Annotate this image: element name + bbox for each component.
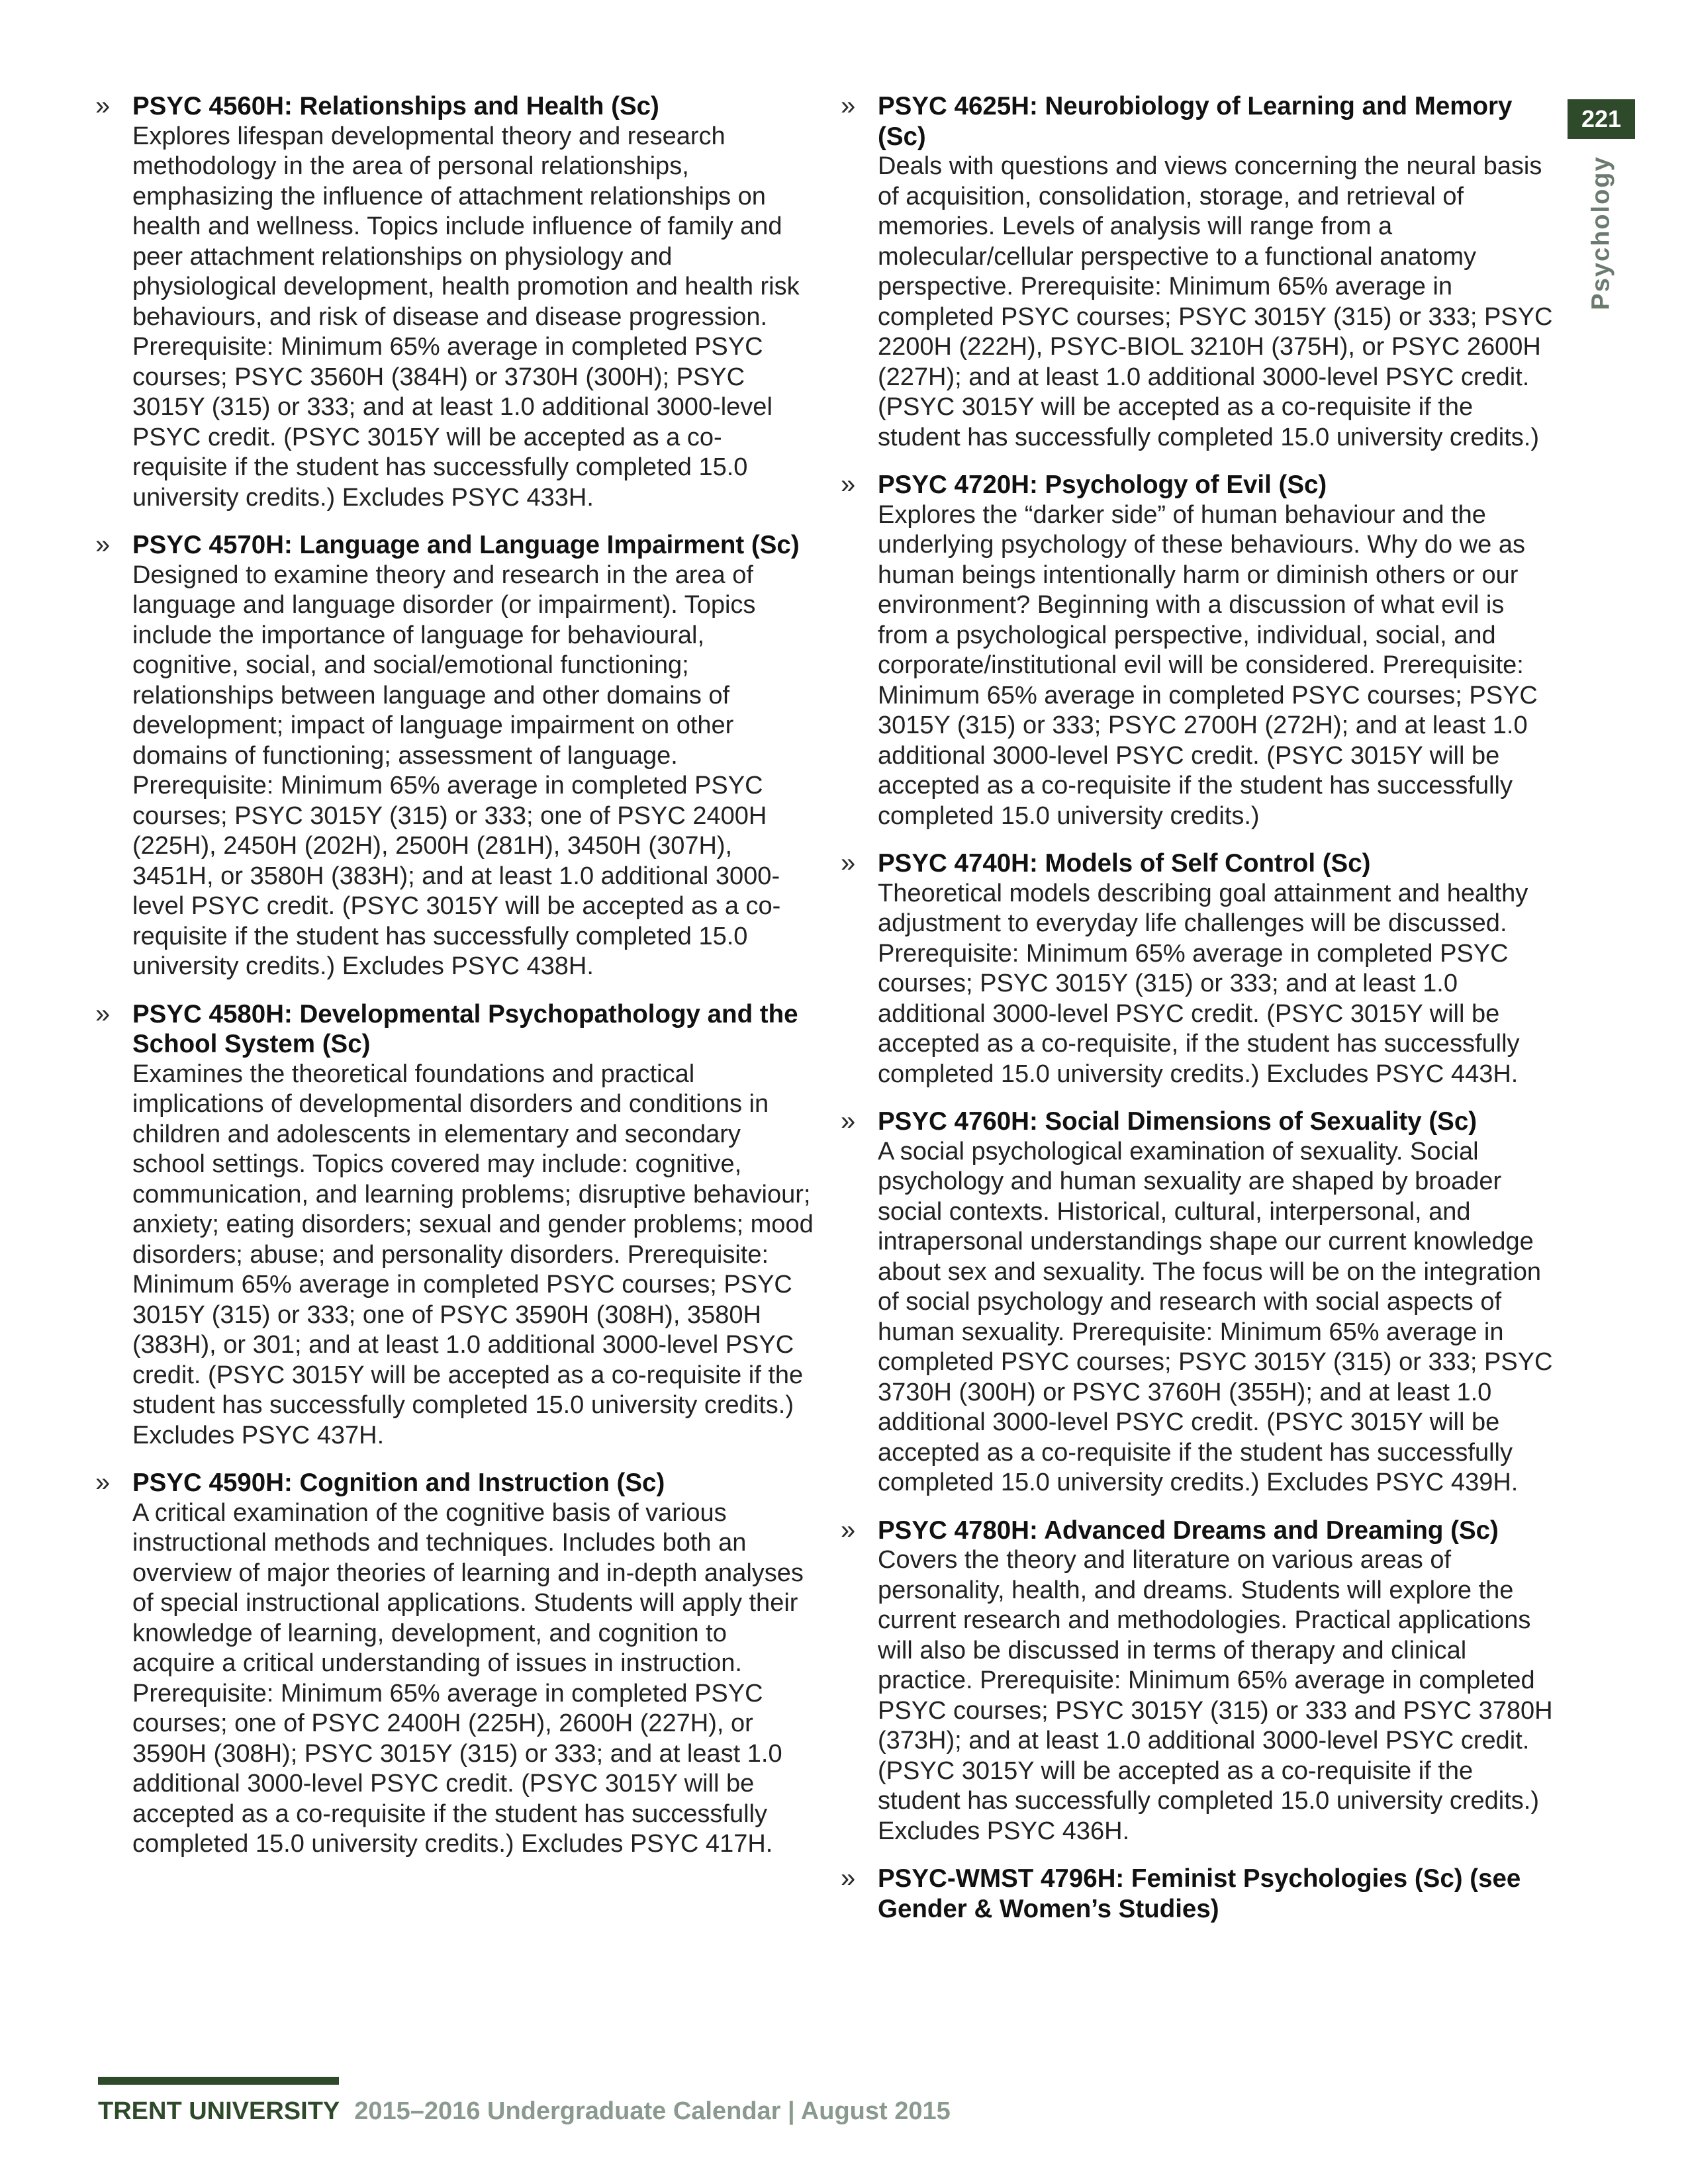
course-title: PSYC 4560H: Relationships and Health (Sc) [132,92,659,120]
bullet-icon: » [95,530,111,559]
course-description: A social psychological examination of sexuality. Social psychology and human sexuality are shaped by broader social contexts. Historical, cultural, interpersonal, and intrapersonal understandings shape our current knowledge about sex and sexuality. The focus will be on the integration of social psychology and research with social aspects of human sexuality. Prerequisite: Minimum 65% average in completed PSYC courses; PSYC 3015Y (315) or 333; PSYC 3730H (300H) or PSYC 3760H (355H); and at least 1.0 additional 3000-level PSYC credit. (PSYC 3015Y will be accepted as a co-requisite if the student has successfully completed 15.0 university credits.) Excludes PSYC 439H. [878,1137,1553,1496]
course-description: Theoretical models describing goal attainment and healthy adjustment to everyday life challenges will be discussed. Prerequisite: Minimum 65% average in completed PSYC courses; PSYC 3015Y (315) or 333; and at least 1.0 additional 3000-level PSYC credit. (PSYC 3015Y will be accepted as a co-requisite, if the student has successfully completed 15.0 university credits.) Excludes PSYC 443H. [878,879,1528,1088]
bullet-icon: » [95,999,111,1028]
right-column [841,91,1559,1941]
course-description: Examines the theoretical foundations and practical implications of developmental disorders and conditions in children and adolescents in elementary and secondary school settings. Topics covered may include: cognitive, communication, and learning problems; disruptive behaviour; anxiety; eating disorders; sexual and gender problems; mood disorders; abuse; and personality disorders. Prerequisite: Minimum 65% average in completed PSYC courses; PSYC 3015Y (315) or 333; one of PSYC 3590H (308H), 3580H (383H), or 301; and at least 1.0 additional 3000-level PSYC credit. (PSYC 3015Y will be accepted as a co-requisite if the student has successfully completed 15.0 university credits.) Excludes PSYC 437H. [132,1060,814,1449]
course-description: Deals with questions and views concerning the neural basis of acquisition, consolidation, storage, and retrieval of memories. Levels of analysis will range from a molecular/cellular perspective to a functional anatomy perspective. Prerequisite: Minimum 65% average in completed PSYC courses; PSYC 3015Y (315) or 333; PSYC 2200H (222H), PSYC-BIOL 3210H (375H), or PSYC 2600H (227H); and at least 1.0 additional 3000-level PSYC credit. (PSYC 3015Y will be accepted as a co-requisite if the student has successfully completed 15.0 university credits.) [878,152,1553,451]
bullet-icon: » [841,1515,856,1545]
course-entry [841,1516,1559,1847]
bullet-icon: » [841,91,856,120]
course-description: Explores lifespan developmental theory and research methodology in the area of personal relationships, emphasizing the influence of attachment relationships on health and wellness. Topics include influence of family and peer attachment relationships on physiology and physiological development, health promotion and health risk behaviours, and risk of disease and disease progression. Prerequisite: Minimum 65% average in completed PSYC courses; PSYC 3560H (384H) or 3730H (300H); PSYC 3015Y (315) or 333; and at least 1.0 additional 3000-level PSYC credit. (PSYC 3015Y will be accepted as a co-requisite if the student has successfully completed 15.0 university credits.) Excludes PSYC 433H. [132,122,800,512]
bullet-icon: » [841,1864,856,1893]
bullet-icon: » [841,470,856,499]
left-column [95,91,814,1877]
course-title: PSYC 4780H: Advanced Dreams and Dreaming (Sc) [878,1516,1499,1545]
bullet-icon: » [95,91,111,120]
course-entry [841,1864,1559,1924]
footer [98,2095,951,2127]
course-entry [841,470,1559,831]
course-description: Designed to examine theory and research in the area of language and language disorder (or impairment). Topics include the importance of language for behavioural, cognitive, social, and social/emotional functioning; relationships between language and other domains of development; impact of language impairment on other domains of functioning; assessment of language. Prerequisite: Minimum 65% average in completed PSYC courses; PSYC 3015Y (315) or 333; one of PSYC 2400H (225H), 2450H (202H), 2500H (281H), 3450H (307H), 3451H, or 3580H (383H); and at least 1.0 additional 3000-level PSYC credit. (PSYC 3015Y will be accepted as a co-requisite if the student has successfully completed 15.0 university credits.) Excludes PSYC 438H. [132,561,781,980]
bullet-icon: » [841,1107,856,1136]
course-description: Covers the theory and literature on various areas of personality, health, and dreams. Students will explore the current research and methodologies. Practical applications will also be discussed in terms of therapy and clinical practice. Prerequisite: Minimum 65% average in completed PSYC courses; PSYC 3015Y (315) or 333 and PSYC 3780H (373H); and at least 1.0 additional 3000-level PSYC credit. (PSYC 3015Y will be accepted as a co-requisite if the student has successfully completed 15.0 university credits.) Excludes PSYC 436H. [878,1546,1553,1845]
course-title: PSYC 4720H: Psychology of Evil (Sc) [878,471,1327,499]
course-title: PSYC 4580H: Developmental Psychopathology and the School System (Sc) [132,999,798,1058]
course-title: PSYC 4760H: Social Dimensions of Sexuality (Sc) [878,1107,1477,1136]
course-entry [841,848,1559,1089]
course-title: PSYC 4590H: Cognition and Instruction (Sc) [132,1469,665,1497]
footer-rule [98,2077,339,2085]
footer-university: TRENT UNIVERSITY [98,2097,340,2125]
page-number-badge: 221 [1568,99,1635,139]
course-description: Explores the “darker side” of human behaviour and the underlying psychology of these behaviours. Why do we as human beings intentionally harm or diminish others or our environment? Beginning with a discussion of what evil is from a psychological perspective, individual, social, and corporate/institutional evil will be considered. Prerequisite: Minimum 65% average in completed PSYC courses; PSYC 3015Y (315) or 333; PSYC 2700H (272H); and at least 1.0 additional 3000-level PSYC credit. (PSYC 3015Y will be accepted as a co-requisite if the student has successfully completed 15.0 university credits.) [878,500,1538,830]
course-entry [95,1468,814,1860]
bullet-icon: » [95,1468,111,1497]
course-entry [95,530,814,982]
course-title: PSYC 4740H: Models of Self Control (Sc) [878,849,1371,878]
course-entry [95,999,814,1451]
course-title: PSYC-WMST 4796H: Feminist Psychologies (Sc) (see Gender & Women’s Studies) [878,1864,1521,1923]
bullet-icon: » [841,848,856,878]
course-entry [841,1107,1559,1498]
course-entry [841,91,1559,453]
course-entry [95,91,814,513]
section-label: Psychology [1587,156,1615,310]
course-title: PSYC 4570H: Language and Language Impairment (Sc) [132,531,800,559]
course-description: A critical examination of the cognitive basis of various instructional methods and techniques. Includes both an overview of major theories of learning and in-depth analyses of special instructional applications. Students will apply their knowledge of learning, development, and cognition to acquire a critical understanding of issues in instruction. Prerequisite: Minimum 65% average in completed PSYC courses; one of PSYC 2400H (225H), 2600H (227H), or 3590H (308H); PSYC 3015Y (315) or 333; and at least 1.0 additional 3000-level PSYC credit. (PSYC 3015Y will be accepted as a co-requisite if the student has successfully completed 15.0 university credits.) Excludes PSYC 417H. [132,1498,804,1858]
course-title: PSYC 4625H: Neurobiology of Learning and Memory (Sc) [878,92,1513,151]
footer-calendar: 2015–2016 Undergraduate Calendar | August 2015 [354,2097,951,2125]
